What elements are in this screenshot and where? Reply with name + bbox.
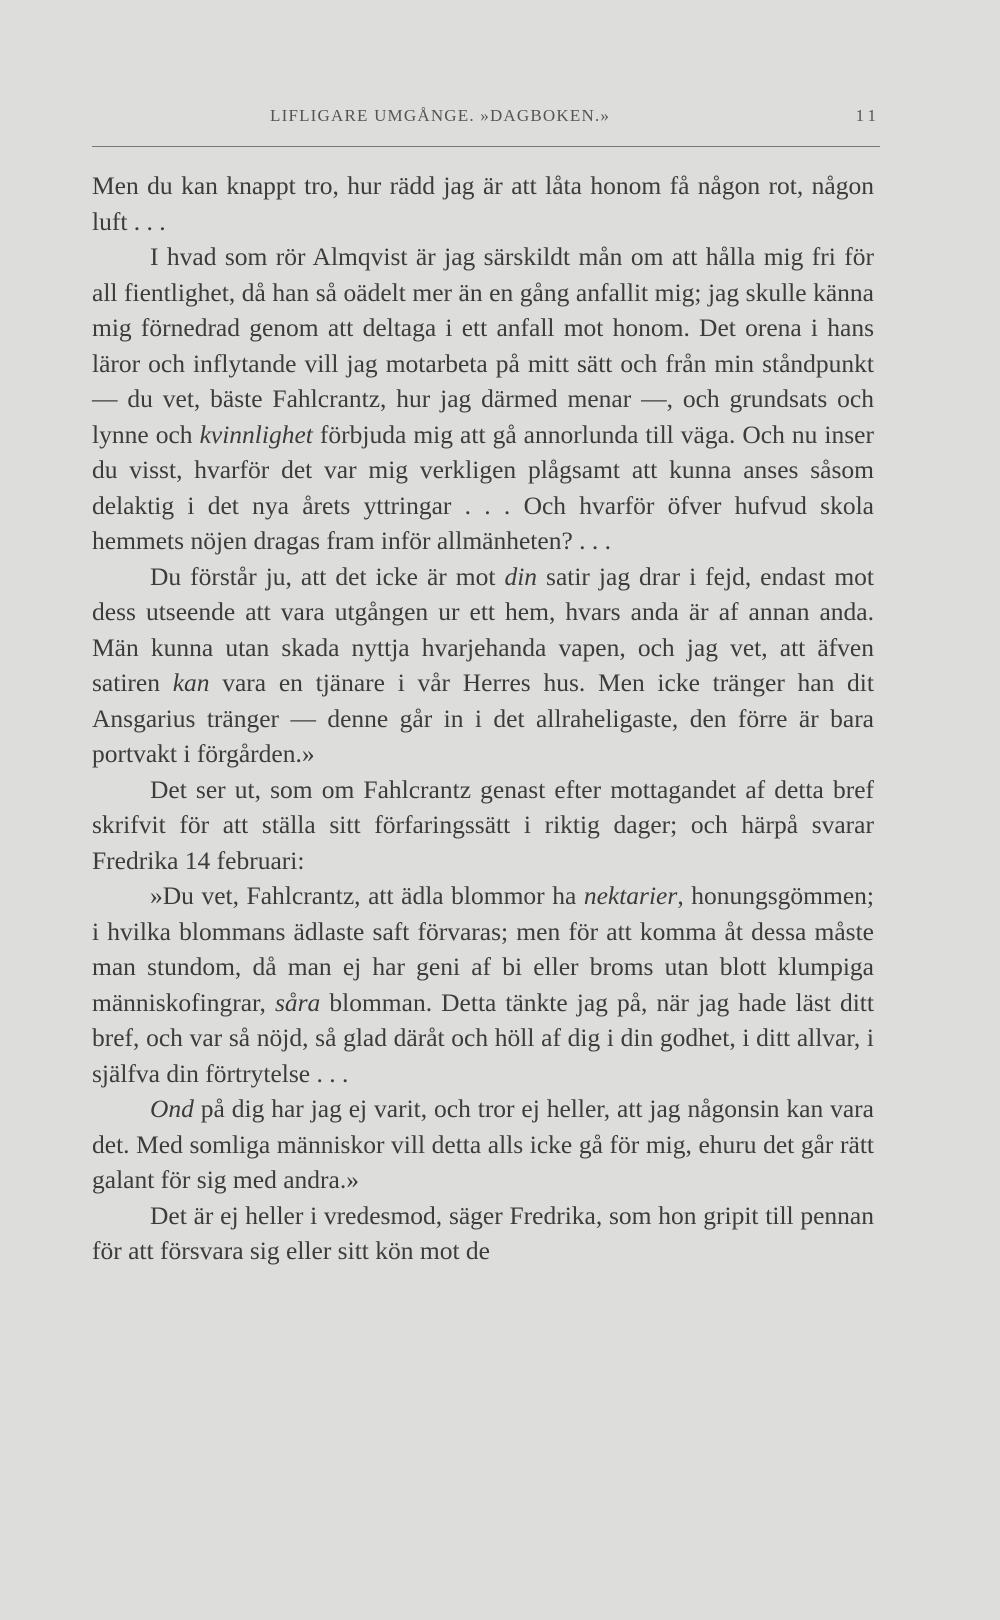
text-run: Du förstår ju, att det icke är mot <box>150 561 505 591</box>
text-run: »Du vet, Fahlcrantz, att ädla blommor ha <box>150 881 584 910</box>
italic-text: kvinnlighet <box>199 419 313 449</box>
italic-text: kan <box>172 668 210 697</box>
page-header <box>92 106 880 136</box>
text-run: blomman. Detta tänkte jag på, när jag hade läst ditt bref, och var så nöjd, så glad däråt och höll af dig i din godhet, i ditt allvar, i själfva din förtrytelse . . . <box>92 987 874 1088</box>
text-run: Men du kan knappt tro, hur rädd jag är att låta honom få någon rot, någon luft . . . <box>92 171 874 236</box>
italic-text: nektarier <box>583 881 678 910</box>
text-run: I hvad som rör Almqvist är jag särskildt mån om att hålla mig fri för all fientlighet, då han så oädelt mer än en gång anfallit mig; jag skulle känna mig förnedrad genom att deltaga i ett anfall mot honom. Det orena i hans läror och inflytande vill jag motarbeta på mitt sätt och från min ståndpunkt — du vet, bäste Fahlcrantz, hur jag därmed menar —, och grundsats och lynne och <box>92 242 874 449</box>
text-run: , honungsgömmen; i hvilka blommans ädlaste saft förvaras; men för att komma åt dessa måste man stundom, då man ej har geni af bi eller broms utan blott klumpiga människofingrar, <box>92 881 874 1017</box>
text-run: förbjuda mig att gå annorlunda till väga. Och nu inser du visst, hvarför det var mig verkligen plågsamt att kunna anses såsom delaktig i det nya årets yttringar . . . Och hvarför öfver hufvud skola hemmets nöjen dragas fram inför allmänheten? . . . <box>92 419 874 555</box>
paragraph <box>92 772 874 879</box>
italic-text: din <box>504 561 538 591</box>
header-rule <box>92 146 880 147</box>
page-number: 11 <box>855 106 880 125</box>
paragraph <box>92 1198 874 1269</box>
paragraph <box>92 878 874 1091</box>
text-run: på dig har jag ej varit, och tror ej heller, att jag någonsin kan vara det. Med somliga människor vill detta alls icke gå för mig, ehuru det går rätt galant för sig med andra.» <box>92 1094 874 1194</box>
italic-text: såra <box>274 987 321 1017</box>
text-run: satir jag drar i fejd, endast mot dess utseende att vara utgången ur ett hem, hvars anda är af annan anda. Män kunna utan skada nyttja hvarjehanda vapen, och jag vet, att äfven satiren <box>92 561 874 697</box>
text-run: Det är ej heller i vredesmod, säger Fredrika, som hon gripit till pennan för att försvara sig eller sitt kön mot de <box>92 1200 874 1265</box>
paragraph <box>92 168 874 239</box>
paragraph <box>92 559 874 772</box>
text-run: vara en tjänare i vår Herres hus. Men icke tränger han dit Ansgarius tränger — denne går in i det allraheligaste, den förre är bara portvakt i förgården.» <box>92 668 874 768</box>
italic-text: Ond <box>150 1094 194 1123</box>
paragraph <box>92 1091 874 1198</box>
paragraph <box>92 239 874 559</box>
running-head: LIFLIGARE UMGÅNGE. »DAGBOKEN.» <box>270 106 611 125</box>
body-text <box>92 168 874 1269</box>
text-run: Det ser ut, som om Fahlcrantz genast efter mottagandet af detta bref skrifvit för att ställa sitt förfaringssätt i riktig dager; och härpå svarar Fredrika 14 februari: <box>92 774 874 875</box>
